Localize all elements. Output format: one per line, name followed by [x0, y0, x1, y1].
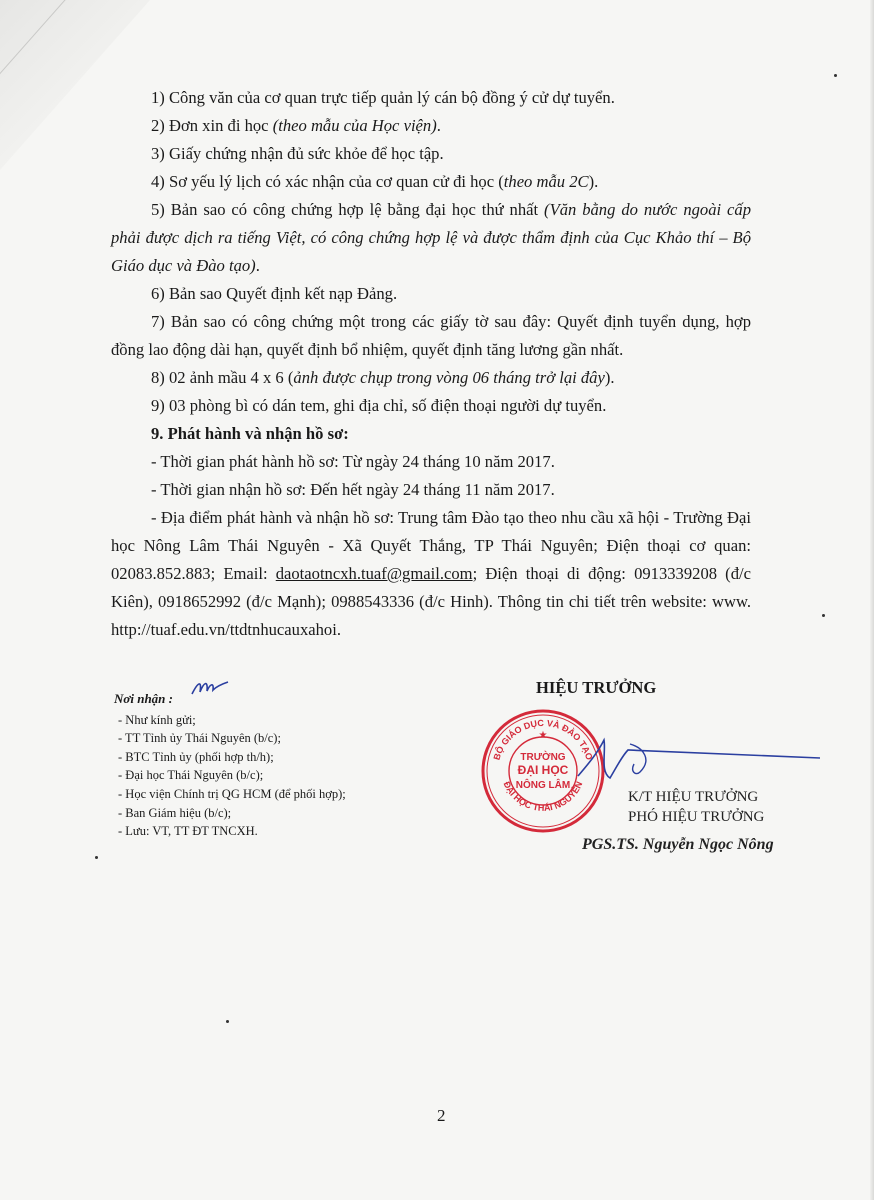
recipient-item: - Học viện Chính trị QG HCM (để phối hợp); — [118, 786, 346, 801]
svg-text:BỘ GIÁO DỤC VÀ ĐÀO TẠO: BỘ GIÁO DỤC VÀ ĐÀO TẠO — [491, 717, 595, 762]
list-item-text: 7) Bản sao có công chứng một trong các giấy tờ sau đây: Quyết định tuyển dụng, hợp đồng lao động dài hạn, quyết định bổ nhiệm, quyết định tăng lương gần nhất. — [111, 312, 751, 359]
speck — [822, 614, 825, 617]
email-link[interactable]: daotaotncxh.tuaf@gmail.com — [275, 564, 473, 583]
list-item-text: 9) 03 phòng bì có dán tem, ghi địa chỉ, số điện thoại người dự tuyển. — [151, 396, 607, 415]
list-item-italic: (theo mẫu của Học viện) — [272, 116, 437, 135]
list-item — [111, 140, 751, 168]
speck — [226, 1020, 229, 1023]
list-item-text: 2) Đơn xin đi học — [151, 116, 273, 135]
list-item-tail: . — [255, 256, 260, 275]
svg-text:TRƯỜNG: TRƯỜNG — [520, 752, 566, 763]
list-item-tail: ). — [604, 368, 615, 387]
svg-text:NÔNG LÂM: NÔNG LÂM — [515, 780, 571, 791]
issue-time: - Thời gian phát hành hồ sơ: Từ ngày 24 tháng 10 năm 2017. — [151, 452, 555, 471]
list-item — [111, 112, 751, 140]
svg-text:ĐẠI HỌC: ĐẠI HỌC — [517, 763, 569, 777]
list-item — [111, 196, 751, 280]
list-item-text: 5) Bản sao có công chứng hợp lệ bằng đại học thứ nhất — [151, 200, 545, 219]
requirements-list — [111, 84, 751, 420]
signature-title: HIỆU TRƯỞNG — [536, 678, 657, 697]
paper-edge — [870, 0, 874, 1200]
location-paragraph — [111, 504, 751, 644]
document-body — [111, 84, 751, 644]
signatory-name: PGS.TS. Nguyễn Ngọc Nông — [582, 836, 774, 853]
recipient-item: - Ban Giám hiệu (b/c); — [118, 805, 232, 820]
recipients-list — [114, 711, 444, 841]
location-text-b: ; Điện thoại di động: 0913339208 (đ/c Kiên), 0918652992 (đ/c Mạnh); 0988543336 (đ/c Hinh). Thông tin chi tiết trên website: www. http://tuaf.edu.vn/ttdtnhucauxahoi. — [111, 564, 751, 639]
list-item — [111, 168, 751, 196]
location-text-a: - Địa điểm phát hành và nhận hồ sơ: Trung tâm Đào tạo theo nhu cầu xã hội - Trường Đại học Nông Lâm Thái Nguyên - Xã Quyết Thắng, TP Thái Nguyên; Điện thoại cơ quan: 02083.852.883; Email: — [111, 508, 751, 583]
list-item-tail: ). — [588, 172, 599, 191]
section-heading: 9. Phát hành và nhận hồ sơ: — [151, 424, 349, 443]
recipient-item: - TT Tỉnh ủy Thái Nguyên (b/c); — [118, 731, 281, 746]
list-item — [111, 392, 751, 420]
list-item-italic: (Văn bằng do nước ngoài cấp phải được dịch ra tiếng Việt, có công chứng hợp lệ và được thẩm định của Cục Khảo thí – Bộ Giáo dục và Đào tạo) — [111, 200, 751, 275]
initial-signature — [190, 676, 230, 700]
recipient-item: - Lưu: VT, TT ĐT TNCXH. — [118, 824, 258, 839]
handwritten-signature — [570, 732, 830, 792]
list-item-text: 6) Bản sao Quyết định kết nạp Đảng. — [151, 284, 398, 303]
list-item-italic: theo mẫu 2C — [503, 172, 589, 191]
recipients-title: Nơi nhận : — [114, 691, 173, 706]
list-item — [111, 84, 751, 112]
signature-pho: PHÓ HIỆU TRƯỞNG — [628, 809, 765, 825]
speck — [834, 74, 837, 77]
signature-block — [470, 676, 830, 876]
list-item-text: 3) Giấy chứng nhận đủ sức khỏe để học tập. — [151, 144, 444, 163]
receive-time: - Thời gian nhận hồ sơ: Đến hết ngày 24 tháng 11 năm 2017. — [151, 480, 555, 499]
list-item-italic: ảnh được chụp trong vòng 06 tháng trở lại đây — [293, 368, 605, 387]
list-item-text: 8) 02 ảnh mầu 4 x 6 ( — [151, 368, 294, 387]
list-item — [111, 280, 751, 308]
list-item — [111, 308, 751, 364]
list-item-text: 4) Sơ yếu lý lịch có xác nhận của cơ quan cử đi học ( — [151, 172, 504, 191]
signature-kt: K/T HIỆU TRƯỞNG — [628, 789, 759, 805]
recipients-block — [114, 690, 444, 841]
recipient-item: - Như kính gửi; — [118, 712, 196, 727]
svg-text:★: ★ — [538, 730, 548, 741]
speck — [95, 856, 98, 859]
recipient-item: - Đại học Thái Nguyên (b/c); — [118, 768, 264, 783]
svg-text:ĐẠI HỌC THÁI NGUYÊN: ĐẠI HỌC THÁI NGUYÊN — [501, 779, 585, 813]
page-number: 2 — [437, 1106, 446, 1125]
list-item-text: 1) Công văn của cơ quan trực tiếp quản lý cán bộ đồng ý cử dự tuyển. — [151, 88, 615, 107]
list-item — [111, 364, 751, 392]
recipient-item: - BTC Tỉnh ủy (phối hợp th/h); — [118, 749, 274, 764]
list-item-tail: . — [436, 116, 441, 135]
